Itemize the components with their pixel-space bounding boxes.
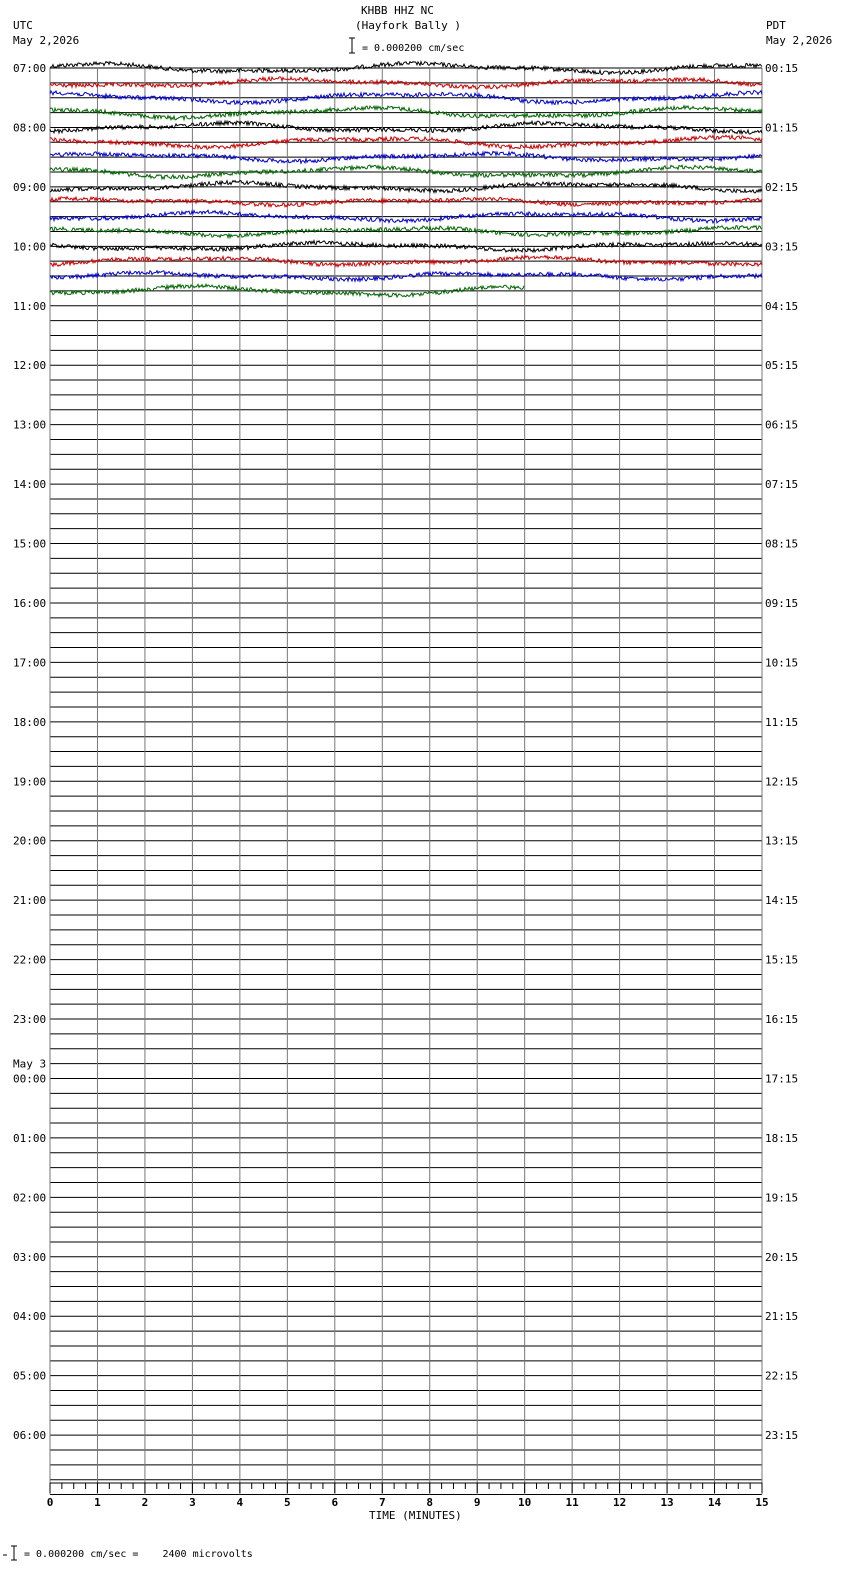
utc-hour-label: 16:00 [13,596,47,610]
pdt-hour-label: 13:15 [765,834,799,848]
x-tick-label: 5 [284,1496,291,1509]
utc-hour-label: 23:00 [13,1013,47,1027]
utc-hour-label: 03:00 [13,1250,47,1264]
x-tick-label: 13 [660,1496,674,1509]
utc-hour-label: 00:00 [13,1072,47,1086]
pdt-hour-label: 02:15 [765,180,799,194]
x-tick-label: 14 [707,1496,722,1509]
utc-hour-label: 09:00 [13,180,47,194]
utc-hour-label: 12:00 [13,359,47,373]
pdt-hour-label: 20:15 [765,1250,799,1264]
pdt-hour-label: 09:15 [765,596,799,610]
scale-bar-icon [349,38,355,53]
pdt-hour-label: 10:15 [765,656,799,670]
utc-hour-label: 01:00 [13,1131,47,1145]
pdt-hour-label: 22:15 [765,1369,799,1383]
utc-hour-label: 19:00 [13,775,47,789]
pdt-hour-label: 04:15 [765,299,799,313]
utc-hour-label: 06:00 [13,1429,47,1443]
utc-label: UTC [13,19,33,32]
pdt-hour-label: 12:15 [765,775,799,789]
pdt-hour-label: 07:15 [765,478,799,492]
day-change-label: May 3 [13,1057,47,1071]
utc-hour-label: 13:00 [13,418,47,432]
utc-hour-label: 04:00 [13,1310,47,1324]
pdt-hour-label: 01:15 [765,121,799,135]
pdt-hour-label: 14:15 [765,894,799,908]
station-title: KHBB HHZ NC [361,4,434,17]
pdt-hour-label: 00:15 [765,62,799,75]
x-tick-label: 7 [378,1496,386,1509]
utc-hour-label: 15:00 [13,537,47,551]
utc-hour-label: 20:00 [13,834,47,848]
pdt-date: May 2,2026 [766,34,833,47]
pdt-hour-label: 18:15 [765,1131,799,1145]
time-axis [47,1483,769,1509]
x-tick-label: 6 [331,1496,339,1509]
x-tick-label: 15 [755,1496,769,1509]
pdt-hour-label: 15:15 [765,953,799,967]
utc-hour-label: 07:00 [13,62,47,75]
pdt-hour-label: 17:15 [765,1072,799,1086]
pdt-hour-label: 16:15 [765,1013,799,1027]
x-tick-label: 8 [426,1496,434,1509]
pdt-hour-label: 21:15 [765,1310,799,1324]
utc-hour-label: 10:00 [13,240,47,254]
pdt-hour-label: 11:15 [765,715,799,729]
x-axis-title: TIME (MINUTES) [369,1509,462,1522]
pdt-hour-label: 03:15 [765,240,799,254]
pdt-hour-label: 19:15 [765,1191,799,1205]
station-location: (Hayfork Bally ) [355,19,461,32]
utc-hour-label: 17:00 [13,656,47,670]
grid [50,68,762,1495]
traces [50,62,762,298]
pdt-hour-label: 08:15 [765,537,799,551]
x-tick-label: 2 [141,1496,149,1509]
x-tick-label: 11 [565,1496,579,1509]
utc-hour-label: 11:00 [13,299,47,313]
x-tick-label: 0 [46,1496,54,1509]
x-tick-label: 4 [236,1496,244,1509]
scale-value: = 0.000200 cm/sec [362,43,465,54]
utc-hour-label: 05:00 [13,1369,47,1383]
pdt-hour-label: 06:15 [765,418,799,432]
utc-hour-label: 02:00 [13,1191,47,1205]
utc-hour-label: 21:00 [13,894,47,908]
utc-hour-label: 08:00 [13,121,47,135]
utc-hour-label: 22:00 [13,953,47,967]
x-tick-label: 12 [612,1496,627,1509]
x-tick-label: 3 [189,1496,196,1509]
footer-scale-bar-icon [3,1546,17,1560]
utc-date: May 2,2026 [13,34,80,47]
pdt-label: PDT [766,19,786,32]
x-tick-label: 1 [94,1496,101,1509]
x-tick-label: 9 [473,1496,481,1509]
pdt-hour-label: 05:15 [765,359,799,373]
utc-hour-label: 18:00 [13,715,47,729]
pdt-hour-label: 23:15 [765,1429,799,1443]
utc-hour-label: 14:00 [13,478,47,492]
x-tick-label: 10 [518,1496,532,1509]
scale-note: = 0.000200 cm/sec = 2400 microvolts [24,1549,253,1560]
